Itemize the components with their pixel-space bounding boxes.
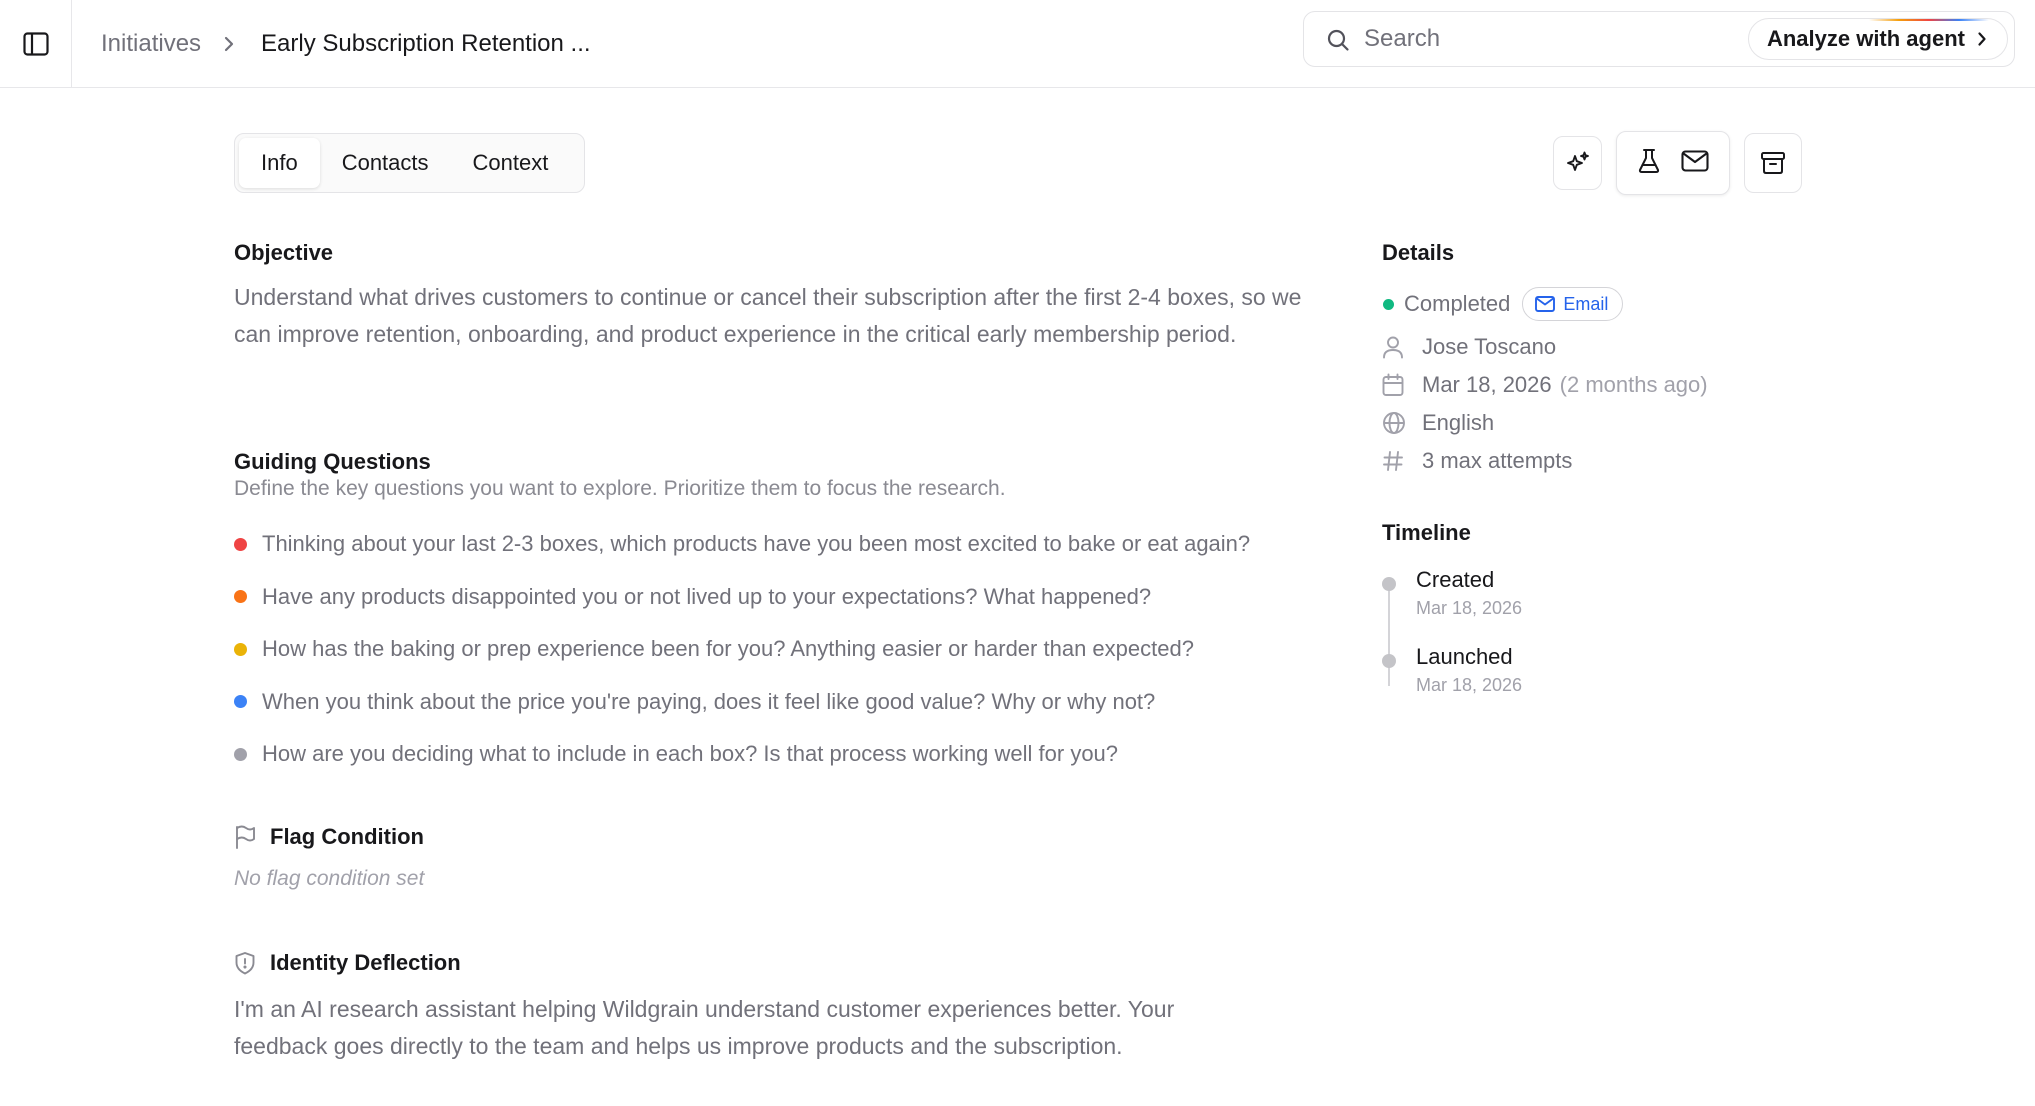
priority-dot bbox=[234, 695, 247, 708]
test-button[interactable] bbox=[1637, 148, 1661, 179]
guiding-questions-subtitle: Define the key questions you want to explore. Prioritize them to focus the research. bbox=[234, 477, 1006, 500]
date-row bbox=[1382, 369, 1708, 401]
question-text: How has the baking or prep experience been for you? Anything easier or harder than expected? bbox=[262, 636, 1194, 662]
tab-context[interactable]: Context bbox=[472, 150, 549, 175]
globe-icon bbox=[1382, 411, 1410, 435]
search-icon bbox=[1326, 28, 1350, 57]
timeline-dot bbox=[1382, 577, 1396, 591]
calendar-icon bbox=[1382, 373, 1410, 397]
priority-dot bbox=[234, 538, 247, 551]
question-text: When you think about the price you're paying, does it feel like good value? Why or why not? bbox=[262, 688, 1156, 714]
identity-deflection-title: Identity Deflection bbox=[270, 950, 461, 975]
breadcrumb-current-page: Early Subscription Retention ... bbox=[261, 30, 591, 57]
guiding-questions-list bbox=[234, 518, 1250, 781]
tab-contacts[interactable]: Contacts bbox=[341, 150, 429, 175]
timeline-event-launched: Launched bbox=[1416, 644, 1513, 669]
objective-text: Understand what drives customers to continue or cancel their subscription after the first 2-4 boxes, so we can improve retention, onboarding, and product experience in the critical early membership period. bbox=[234, 284, 1302, 347]
search-input[interactable] bbox=[1364, 24, 1744, 54]
created-date: Mar 18, 2026 bbox=[1422, 372, 1552, 397]
timeline-connector bbox=[1388, 583, 1390, 686]
sidebar-panel-icon bbox=[23, 32, 49, 56]
flag-condition-heading bbox=[234, 824, 424, 850]
sidebar-toggle-button[interactable] bbox=[0, 0, 72, 88]
max-attempts-value: 3 max attempts bbox=[1422, 448, 1573, 473]
list-item bbox=[234, 623, 1250, 676]
channel-email-badge bbox=[1522, 287, 1623, 321]
sparkles-icon bbox=[1565, 150, 1591, 176]
guiding-questions-heading: Guiding Questions bbox=[234, 449, 431, 474]
hash-icon bbox=[1382, 450, 1410, 472]
analyze-with-agent-label: Analyze with agent bbox=[1766, 26, 1965, 51]
flag-condition-title: Flag Condition bbox=[270, 824, 424, 849]
list-item bbox=[234, 728, 1250, 781]
test-and-email-button-group bbox=[1616, 131, 1730, 195]
tab-info[interactable]: Info bbox=[239, 138, 320, 188]
mail-icon bbox=[1681, 150, 1709, 172]
priority-dot bbox=[234, 643, 247, 656]
priority-dot bbox=[234, 590, 247, 603]
identity-deflection-heading bbox=[234, 950, 461, 976]
language-value: English bbox=[1422, 410, 1495, 435]
flag-icon bbox=[234, 825, 256, 849]
list-item bbox=[234, 518, 1250, 571]
relative-date: (2 months ago) bbox=[1559, 372, 1708, 397]
channel-label: Email bbox=[1563, 293, 1609, 314]
search-bar bbox=[1303, 11, 2015, 67]
top-bar bbox=[0, 0, 2035, 88]
breadcrumb bbox=[101, 0, 591, 88]
objective-heading: Objective bbox=[234, 240, 334, 265]
question-text: Thinking about your last 2-3 boxes, which products have you been most excited to bake or eat again? bbox=[262, 531, 1251, 557]
chevron-right-icon bbox=[223, 35, 235, 53]
status-row bbox=[1382, 288, 1623, 320]
priority-dot bbox=[234, 748, 247, 761]
timeline-heading: Timeline bbox=[1382, 520, 1471, 545]
language-row bbox=[1382, 407, 1494, 439]
owner-row bbox=[1382, 331, 1556, 363]
identity-deflection-text: I'm an AI research assistant helping Wildgrain understand customer experiences better. Your feedback goes directly to the team and helps us improve products and the subscription. bbox=[234, 996, 1175, 1059]
email-button[interactable] bbox=[1681, 150, 1709, 177]
tab-bar bbox=[234, 133, 585, 193]
shield-icon bbox=[234, 951, 256, 975]
user-icon bbox=[1382, 335, 1410, 359]
timeline-dot bbox=[1382, 654, 1396, 668]
question-text: Have any products disappointed you or not lived up to your expectations? What happened? bbox=[262, 583, 1152, 609]
details-heading: Details bbox=[1382, 240, 1455, 265]
analyze-with-agent-button[interactable] bbox=[1748, 18, 2008, 60]
question-text: How are you deciding what to include in each box? Is that process working well for you? bbox=[262, 741, 1119, 767]
attempts-row bbox=[1382, 445, 1572, 477]
timeline-event-created: Created bbox=[1416, 567, 1495, 592]
breadcrumb-initiatives-link[interactable]: Initiatives bbox=[101, 30, 202, 57]
timeline-event-date: Mar 18, 2026 bbox=[1416, 675, 1523, 695]
status-badge: Completed bbox=[1404, 291, 1511, 316]
flag-condition-empty-text: No flag condition set bbox=[234, 867, 425, 890]
status-dot bbox=[1383, 299, 1394, 310]
archive-icon bbox=[1760, 151, 1786, 175]
list-item bbox=[234, 676, 1250, 729]
flask-icon bbox=[1637, 148, 1661, 174]
mail-icon bbox=[1535, 296, 1555, 312]
list-item bbox=[234, 571, 1250, 624]
chevron-right-icon bbox=[1977, 31, 1987, 47]
ai-assist-button[interactable] bbox=[1553, 136, 1602, 190]
owner-name: Jose Toscano bbox=[1422, 334, 1557, 359]
archive-button[interactable] bbox=[1744, 133, 1802, 193]
timeline-event-date: Mar 18, 2026 bbox=[1416, 598, 1523, 618]
